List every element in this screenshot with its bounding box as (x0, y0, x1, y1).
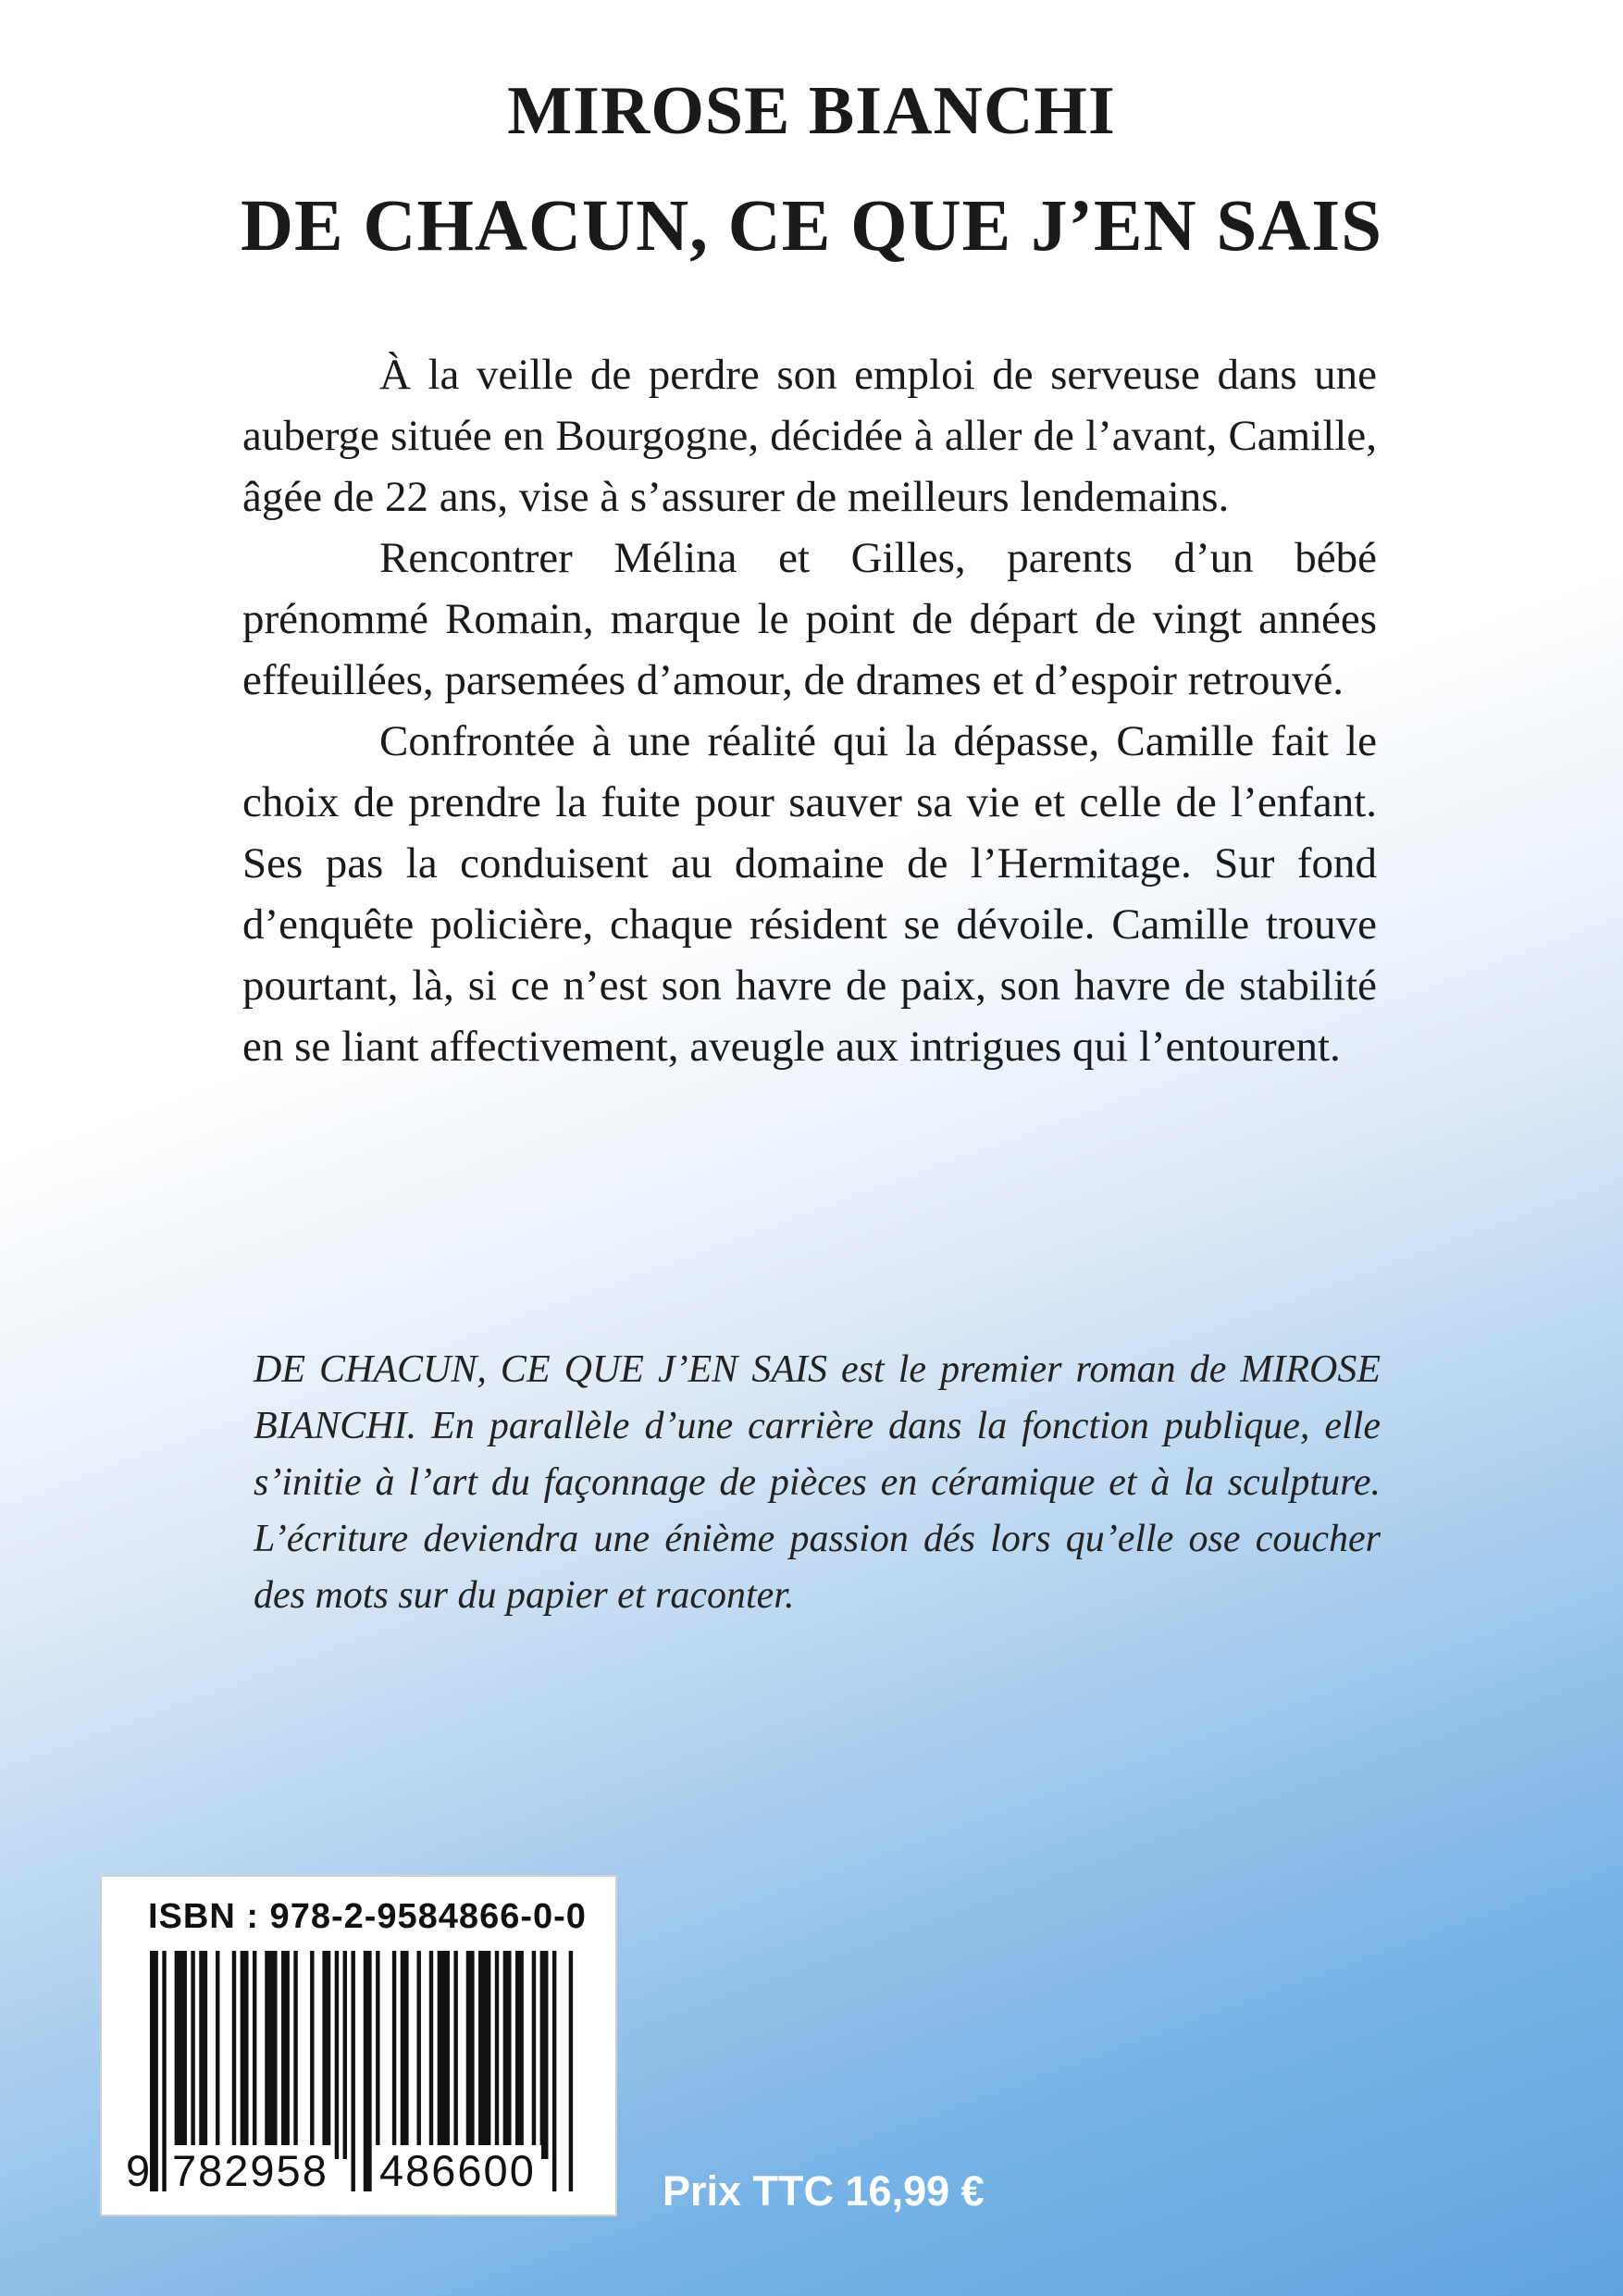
barcode-digits (126, 2145, 607, 2201)
barcode-bar (322, 1951, 330, 2159)
barcode-bar (416, 1951, 420, 2159)
barcode-digits-left: 782958 (167, 2145, 334, 2196)
barcode-bar (495, 1951, 499, 2159)
barcode-bar (175, 1951, 187, 2159)
barcode-bar (241, 1951, 249, 2159)
synopsis-paragraph: Confrontée à une réalité qui la dépasse, Camille fait le choix de prendre la fuite pour sauver sa vie et celle de l’enfant. Ses pas la conduisent au domaine de l’Hermitage. Sur fond d’enquête policière, chaque résident se dévoile. Camille trouve pourtant, là, si ce n’est son havre de paix, son havre de stabilité en se liant affectivement, aveugle aux intrigues qui l’entourent. (242, 717, 1377, 1071)
barcode-bar (216, 1951, 219, 2159)
barcode-bar (335, 1951, 339, 2159)
barcode-bar (199, 1951, 207, 2159)
barcode-bar (253, 1951, 256, 2159)
barcode-bar (532, 1951, 536, 2159)
author-name: MIROSE BIANCHI (507, 73, 1116, 149)
barcode-bar (281, 1951, 290, 2159)
barcode-bar (478, 1951, 490, 2159)
barcode-bar (343, 1951, 347, 2159)
synopsis-paragraph: À la veille de perdre son emploi de serveuse dans une auberge située en Bourgogne, décidée à aller de l’avant, Camille, âgée de 22 ans, vise à s’assurer de meilleurs lendemains. (242, 351, 1377, 521)
synopsis (242, 344, 1377, 1077)
barcode-bar (466, 1951, 475, 2159)
barcode-bar (376, 1951, 379, 2159)
synopsis-paragraph: Rencontrer Mélina et Gilles, parents d’un bébé prénommé Romain, marque le point de départ de vingt années effeuillées, parsemées d’amour, de drames et d’espoir retrouvé. (242, 534, 1377, 704)
isbn-label: ISBN : 978-2-9584866-0-0 (148, 1897, 587, 1936)
price-label: Prix TTC 16,99 € (663, 2167, 985, 2215)
barcode-bar (191, 1951, 194, 2159)
barcode-bar (310, 1951, 314, 2159)
barcode-bar (293, 1951, 297, 2159)
author-bio: DE CHACUN, CE QUE J’EN SAIS est le premier roman de MIROSE BIANCHI. En parallèle d’une carrière dans la fonction publique, elle s’initie à l’art du façonnage de pièces en céramique et à la sculpture. L’écriture deviendra une énième passion dés lors qu’elle ose coucher des mots sur du papier et raconter. (254, 1348, 1381, 1617)
barcode-digit-first: 9 (126, 2146, 151, 2195)
barcode-bar (503, 1951, 512, 2159)
barcode-bar (392, 1951, 396, 2159)
barcode-digits-right: 486600 (374, 2145, 541, 2196)
barcode-bar (429, 1951, 433, 2159)
barcode-bar (453, 1951, 457, 2159)
barcode-bar (265, 1951, 277, 2159)
book-title: DE CHACUN, CE QUE J’EN SAIS (240, 186, 1383, 267)
barcode-bar (515, 1951, 524, 2159)
barcode-bar (232, 1951, 236, 2159)
barcode-bar (401, 1951, 409, 2159)
barcode-bar (438, 1951, 450, 2159)
barcode-bar (540, 1951, 549, 2159)
